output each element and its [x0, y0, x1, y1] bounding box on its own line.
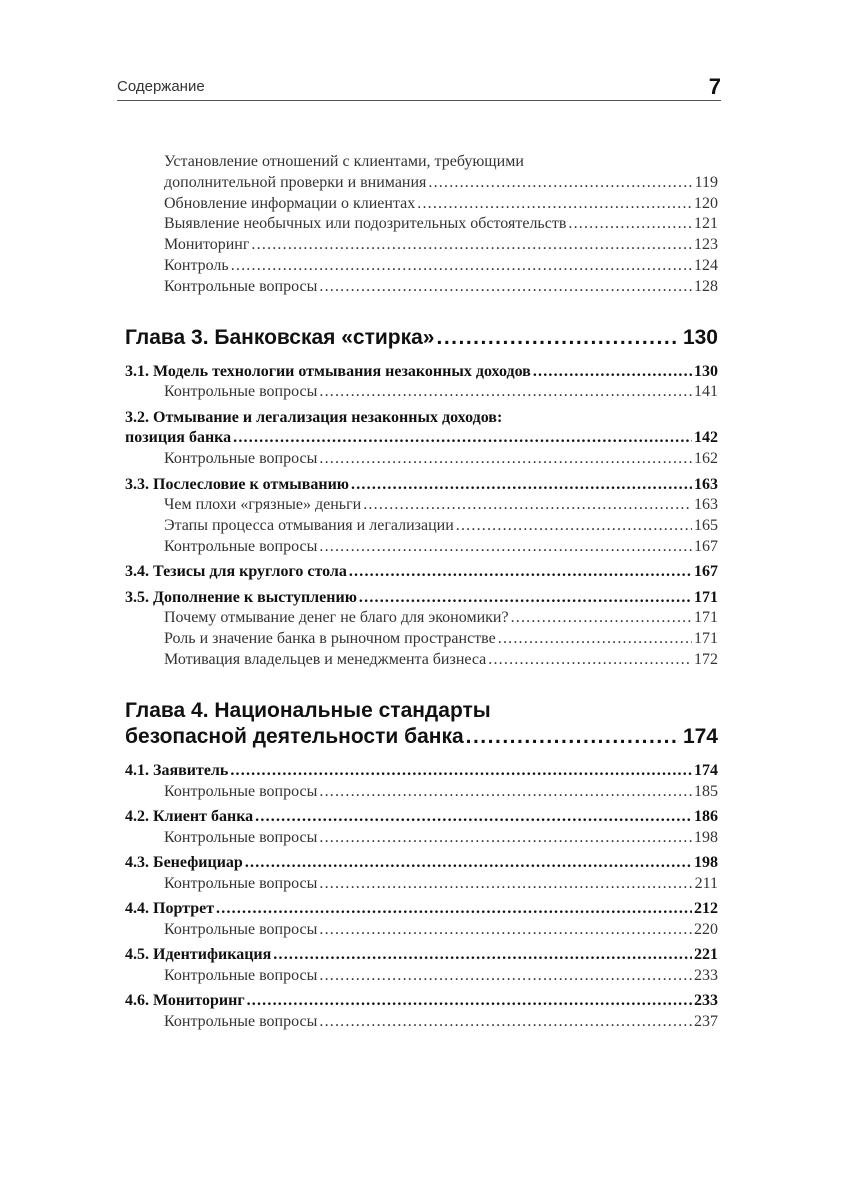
toc-entry: [125, 277, 718, 298]
toc-line: [125, 920, 718, 941]
entry-title: Почему отмывание денег не благо для экономики?: [164, 609, 509, 627]
toc-line: [125, 1012, 718, 1033]
toc-line: [125, 698, 718, 724]
toc-entry: [125, 807, 718, 828]
toc-line: [125, 629, 718, 650]
entry-title: 3.1. Модель технологии отмывания незаконных доходов: [125, 362, 531, 380]
dot-leader: [319, 382, 692, 403]
toc-entry: [125, 966, 718, 987]
dot-leader: [319, 537, 692, 558]
entry-title: Глава 4. Национальные стандарты: [125, 698, 491, 722]
entry-page-number: 130: [694, 362, 718, 380]
entry-page-number: 171: [694, 609, 718, 627]
toc-entry: [125, 562, 718, 583]
entry-title: Контрольные вопросы: [164, 450, 318, 468]
running-header: [117, 76, 721, 101]
entry-page-number: 172: [694, 650, 718, 668]
dot-leader: [319, 782, 692, 803]
dot-leader: [273, 945, 692, 966]
entry-page-number: 167: [694, 563, 718, 581]
toc-entry: [125, 608, 718, 629]
dot-leader: [466, 724, 677, 750]
toc-line: [125, 828, 718, 849]
toc-line: [125, 516, 718, 537]
entry-title: Чем плохи «грязные» деньги: [164, 496, 362, 514]
toc-line: [125, 874, 718, 895]
dot-leader: [363, 495, 692, 516]
entry-page-number: 120: [694, 194, 718, 212]
entry-page-number: 123: [694, 236, 718, 254]
entry-page-number: 198: [694, 828, 718, 846]
toc-entry: [125, 828, 718, 849]
toc-line: [125, 537, 718, 558]
toc-line: [125, 235, 718, 256]
toc-entry: [125, 408, 718, 450]
toc-line: [125, 173, 718, 194]
dot-leader: [319, 874, 692, 895]
toc-entry: [125, 194, 718, 215]
entry-title: Роль и значение банка в рыночном пространстве: [164, 630, 496, 648]
dot-leader: [533, 362, 692, 383]
toc-entry: [125, 256, 718, 277]
toc-line: [125, 853, 718, 874]
toc-line: [125, 991, 718, 1012]
entry-title: Контрольные вопросы: [164, 537, 318, 555]
entry-title: Контрольные вопросы: [164, 874, 318, 892]
dot-leader: [359, 588, 692, 609]
entry-page-number: 174: [682, 724, 718, 748]
toc-entry: [125, 899, 718, 920]
entry-page-number: 233: [694, 992, 718, 1010]
entry-page-number: 174: [694, 761, 718, 779]
dot-leader: [488, 650, 692, 671]
dot-leader: [319, 449, 692, 470]
toc-entry: [125, 874, 718, 895]
entry-title: Выявление необычных или подозрительных обстоятельств: [164, 215, 567, 233]
entry-page-number: 198: [694, 853, 718, 871]
entry-title: Контрольные вопросы: [164, 966, 318, 984]
entry-title: Глава 3. Банковская «стирка»: [125, 325, 435, 349]
entry-title: Этапы процесса отмывания и легализации: [164, 517, 454, 535]
toc-entry: [125, 449, 718, 470]
toc-line: [125, 475, 718, 496]
dot-leader: [319, 966, 692, 987]
toc-line: [125, 408, 718, 429]
toc-entry: [125, 537, 718, 558]
toc-line: [125, 608, 718, 629]
toc-line: [125, 761, 718, 782]
toc-line: [125, 966, 718, 987]
entry-title: Контрольные вопросы: [164, 1013, 318, 1030]
entry-title: 3.3. Послесловие к отмыванию: [125, 475, 350, 493]
entry-title: 3.4. Тезисы для круглого стола: [125, 563, 347, 581]
dot-leader: [319, 920, 692, 941]
dot-leader: [456, 516, 692, 537]
toc-line: [125, 214, 718, 235]
entry-page-number: 124: [694, 256, 718, 274]
toc-entry: [125, 650, 718, 671]
toc-line: [125, 724, 718, 750]
entry-page-number: 186: [694, 807, 718, 825]
entry-title: Контрольные вопросы: [164, 828, 318, 846]
entry-title: 3.2. Отмывание и легализация незаконных доходов:: [125, 408, 503, 426]
dot-leader: [417, 194, 692, 215]
dot-leader: [245, 853, 692, 874]
toc-line: [125, 449, 718, 470]
toc-line: [125, 194, 718, 215]
toc-line: [125, 256, 718, 277]
dot-leader: [428, 173, 692, 194]
entry-title: Мониторинг: [164, 236, 250, 254]
entry-page-number: 185: [694, 782, 718, 800]
toc-line: [125, 495, 718, 516]
entry-title: дополнительной проверки и внимания: [164, 173, 427, 191]
toc-line: [125, 650, 718, 671]
toc-entry: [125, 991, 718, 1012]
toc-entry: [125, 920, 718, 941]
entry-page-number: 163: [694, 496, 718, 514]
entry-title: Контрольные вопросы: [164, 383, 318, 401]
entry-title: 4.3. Бенефициар: [125, 853, 243, 871]
toc-entry: [125, 495, 718, 516]
toc-line: [125, 945, 718, 966]
entry-title: 4.1. Заявитель: [125, 761, 229, 779]
toc-line: [125, 807, 718, 828]
entry-page-number: 163: [694, 475, 718, 493]
toc-line: [125, 899, 718, 920]
dot-leader: [216, 899, 692, 920]
toc-line: [125, 428, 718, 449]
toc-line: [125, 152, 718, 173]
toc-entry: [125, 782, 718, 803]
entry-page-number: 212: [694, 900, 718, 918]
entry-title: 4.2. Клиент банка: [125, 807, 254, 825]
toc-line: [125, 588, 718, 609]
toc-entry: [125, 629, 718, 650]
toc-entry: [125, 362, 718, 383]
toc-entry: [125, 516, 718, 537]
dot-leader: [231, 256, 692, 277]
dot-leader: [498, 629, 692, 650]
entry-page-number: 171: [694, 630, 718, 648]
toc-entry: [125, 475, 718, 496]
entry-title: Установление отношений с клиентами, требующими: [164, 153, 524, 170]
entry-page-number: 128: [694, 277, 718, 295]
dot-leader: [436, 325, 676, 351]
toc-entry: [125, 382, 718, 403]
entry-title: Контроль: [164, 256, 229, 274]
entry-page-number: 121: [694, 215, 718, 233]
dot-leader: [230, 761, 692, 782]
dot-leader: [247, 991, 692, 1012]
toc-line: [125, 325, 718, 351]
dot-leader: [351, 475, 692, 496]
toc-line: [125, 277, 718, 298]
entry-page-number: 165: [694, 517, 718, 535]
toc-line: [125, 362, 718, 383]
toc-entry: [125, 1012, 718, 1033]
entry-page-number: 237: [694, 1013, 718, 1030]
toc-entry: [125, 588, 718, 609]
entry-page-number: 233: [694, 966, 718, 984]
entry-title: Контрольные вопросы: [164, 277, 318, 295]
page-number: 7: [708, 74, 721, 99]
running-header-title: Содержание: [117, 78, 205, 95]
toc-line: [125, 382, 718, 403]
toc-line: [125, 562, 718, 583]
dot-leader: [349, 562, 692, 583]
toc-chapter: [125, 325, 718, 351]
dot-leader: [255, 807, 692, 828]
entry-page-number: 141: [694, 383, 718, 401]
dot-leader: [251, 235, 692, 256]
dot-leader: [511, 608, 692, 629]
toc-entry: [125, 152, 718, 194]
entry-page-number: 211: [694, 874, 718, 892]
toc-entry: [125, 853, 718, 874]
entry-page-number: 220: [694, 920, 718, 938]
toc-entry: [125, 761, 718, 782]
toc-chapter: [125, 698, 718, 750]
entry-title: Контрольные вопросы: [164, 920, 318, 938]
dot-leader: [568, 214, 692, 235]
entry-title: Обновление информации о клиентах: [164, 194, 416, 212]
entry-title: безопасной деятельности банка: [125, 724, 464, 748]
entry-page-number: 142: [694, 429, 718, 447]
toc-line: [125, 782, 718, 803]
entry-page-number: 130: [682, 325, 718, 349]
dot-leader: [319, 828, 692, 849]
entry-page-number: 162: [694, 450, 718, 468]
entry-title: Контрольные вопросы: [164, 782, 318, 800]
table-of-contents: [125, 152, 718, 1033]
entry-title: 3.5. Дополнение к выступлению: [125, 588, 357, 606]
entry-page-number: 171: [694, 588, 718, 606]
entry-title: 4.4. Портрет: [125, 900, 215, 918]
entry-title: 4.5. Идентификация: [125, 946, 272, 964]
entry-title: позиция банка: [125, 429, 232, 447]
toc-entry: [125, 945, 718, 966]
dot-leader: [319, 277, 692, 298]
entry-title: Мотивация владельцев и менеджмента бизнеса: [164, 650, 487, 668]
toc-entry: [125, 214, 718, 235]
entry-page-number: 167: [694, 537, 718, 555]
dot-leader: [233, 428, 692, 449]
toc-entry: [125, 235, 718, 256]
dot-leader: [319, 1012, 692, 1033]
entry-page-number: 119: [694, 173, 718, 191]
entry-title: 4.6. Мониторинг: [125, 992, 245, 1010]
entry-page-number: 221: [694, 946, 718, 964]
